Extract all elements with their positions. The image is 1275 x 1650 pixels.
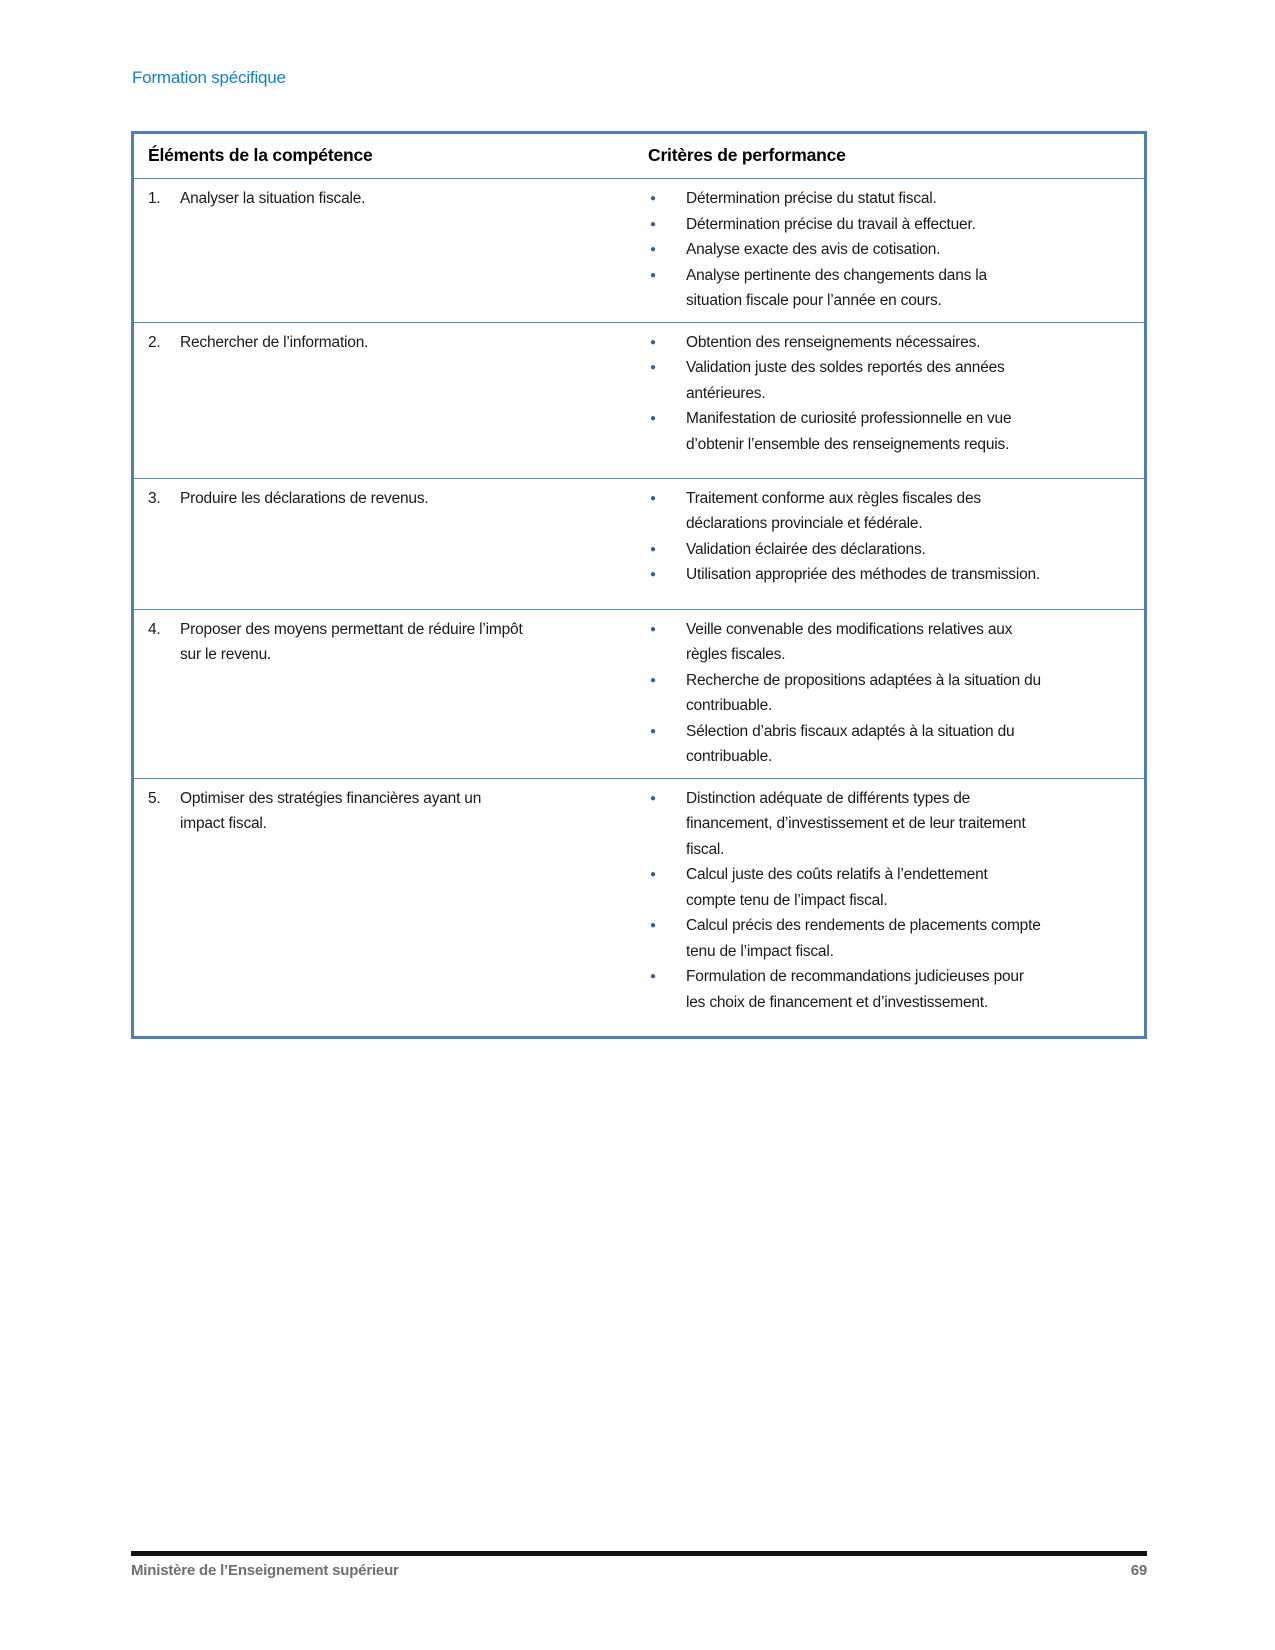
criterion-item: ● Traitement conforme aux règles fiscales des déclarations provinciale et fédérale. [648,486,1041,537]
criterion-item: ● Sélection d’abris fiscaux adaptés à la situation du contribuable. [648,719,1041,770]
element-text: Proposer des moyens permettant de réduire l’impôt sur le revenu. [180,620,523,663]
element-cell [134,610,614,778]
criteria-cell [614,779,1144,1036]
criterion-item: ● Recherche de propositions adaptées à la situation du contribuable. [648,668,1041,719]
element-cell [134,779,614,1036]
header-criteres-de-performance: Critères de performance [648,145,846,165]
criterion-item: ● Calcul précis des rendements de placements compte tenu de l’impact fiscal. [648,913,1041,964]
criteria-list [648,617,1134,770]
element-number: 5. [148,789,161,807]
criterion-item: ● Obtention des renseignements nécessaires. [648,330,1041,356]
table-row [134,178,1144,322]
table-header-row [134,134,1144,178]
criterion-item: ● Détermination précise du statut fiscal. [648,186,1041,212]
element-number: 2. [148,333,161,351]
criterion-item: ● Validation éclairée des déclarations. [648,537,1041,563]
criterion-item: ● Veille convenable des modifications relatives aux règles fiscales. [648,617,1041,668]
criterion-item: ● Validation juste des soldes reportés des années antérieures. [648,355,1041,406]
criteria-list [648,486,1134,588]
section-label: Formation spécifique [132,68,286,87]
criteria-list [648,186,1134,314]
element-number: 1. [148,190,161,207]
criterion-item: ● Détermination précise du travail à effectuer. [648,212,1041,238]
table-row [134,778,1144,1036]
header-elements-de-la-competence: Éléments de la compétence [148,145,373,165]
criteria-list [648,786,1134,1016]
criteria-cell [614,479,1144,609]
criteria-cell [614,323,1144,478]
table-row [134,478,1144,609]
element-cell [134,323,614,478]
page-footer [131,1551,1147,1579]
element-text: Rechercher de l’information. [180,333,369,351]
table-row [134,609,1144,778]
competence-table [131,131,1147,1039]
criteria-list [648,330,1134,458]
element-number: 3. [148,489,161,507]
element-cell [134,479,614,609]
element-text: Produire les déclarations de revenus. [180,489,429,507]
criteria-cell [614,610,1144,778]
footer-rule [131,1551,1147,1556]
footer-ministry: Ministère de l’Enseignement supérieur [131,1561,399,1579]
criterion-item: ● Manifestation de curiosité professionnelle en vue d’obtenir l’ensemble des renseignements requis. [648,406,1041,457]
criterion-item: ● Utilisation appropriée des méthodes de transmission. [648,562,1041,588]
criteria-cell [614,179,1144,322]
element-text: Analyser la situation fiscale. [180,190,366,207]
element-cell [134,179,614,322]
element-number: 4. [148,620,161,638]
criterion-item: ● Calcul juste des coûts relatifs à l’endettement compte tenu de l’impact fiscal. [648,862,1041,913]
element-text: Optimiser des stratégies financières ayant un impact fiscal. [180,789,482,832]
criterion-item: ● Analyse exacte des avis de cotisation. [648,237,1041,263]
criterion-item: ● Distinction adéquate de différents types de financement, d’investissement et de leur traitement fiscal. [648,786,1041,863]
criterion-item: ● Analyse pertinente des changements dans la situation fiscale pour l’année en cours. [648,263,1041,314]
criterion-item: ● Formulation de recommandations judicieuses pour les choix de financement et d’investissement. [648,964,1041,1015]
footer-page-number: 69 [1130,1561,1147,1579]
table-row [134,322,1144,478]
